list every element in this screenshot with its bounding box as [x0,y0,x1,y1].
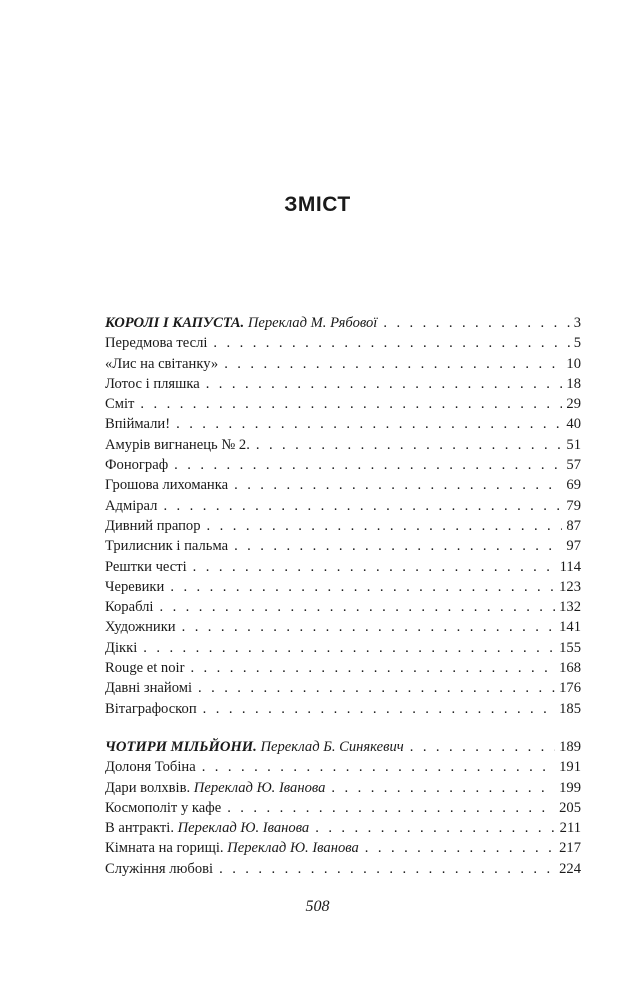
dot-leader [174,455,562,475]
toc-section [105,313,581,719]
toc-entry [105,414,581,434]
entry-label [105,496,157,516]
toc-entry [105,394,581,414]
dot-leader [163,496,562,516]
dot-leader [140,394,562,414]
entry-title: Діккі [105,639,138,656]
toc-entry [105,333,581,353]
entry-label [105,617,176,637]
entry-label [105,859,213,879]
entry-title: Rouge et noir [105,660,185,677]
entry-page-number: 176 [559,680,581,697]
dot-leader [176,414,562,434]
entry-label [105,798,221,818]
entry-label [105,354,218,374]
entry-label [105,516,201,536]
entry-page-number: 132 [559,599,581,616]
dot-leader [190,658,555,678]
entry-label [105,737,404,757]
dot-leader [213,333,569,353]
entry-label [105,577,164,597]
entry-title: «Лис на світанку» [105,355,219,372]
entry-label [105,597,153,617]
entry-title: Фонограф [105,457,169,474]
entry-page-number: 189 [559,738,581,755]
entry-page-number: 87 [566,517,581,534]
entry-label [105,475,228,495]
toc-entry [105,757,581,777]
dot-leader [365,838,555,858]
entry-title: Дари волхвів. [105,779,191,796]
entry-label [105,757,196,777]
entry-page-number: 185 [559,700,581,717]
entry-label [105,778,325,798]
entry-label [105,658,184,678]
dot-leader [206,374,563,394]
dot-leader [219,859,555,879]
entry-title: Трилисник і пальма [105,538,229,555]
dot-leader [234,475,562,495]
toc-entry [105,455,581,475]
entry-translator-note: Переклад М. Рябової [244,315,378,331]
dot-leader [202,757,555,777]
entry-translator-note: Переклад Ю. Іванова [173,820,310,837]
dot-leader [170,577,555,597]
toc-part-heading [105,313,581,333]
entry-page-number: 141 [559,619,581,636]
entry-page-number: 168 [559,660,581,677]
table-of-contents [105,313,581,879]
entry-label [105,435,250,455]
entry-title: Кімната на горищі. [105,840,224,857]
entry-label [105,313,377,333]
entry-label [105,678,192,698]
page-number: 508 [305,898,330,915]
entry-title: Черевики [105,578,165,595]
page-title: ЗМІСТ [284,193,351,216]
dot-leader [182,617,556,637]
entry-page-number: 51 [566,436,581,453]
entry-page-number: 199 [559,779,581,796]
toc-section [105,737,581,879]
entry-title: Грошова лихоманка [105,477,229,494]
entry-label [105,333,207,353]
entry-page-number: 191 [559,759,581,776]
entry-page-number: 18 [566,375,581,392]
toc-entry [105,557,581,577]
entry-title: Лотос і пляшка [105,375,200,392]
dot-leader [207,516,563,536]
entry-label [105,455,168,475]
toc-entry [105,577,581,597]
entry-title: Кораблі [105,599,154,616]
entry-label [105,557,187,577]
dot-leader [159,597,555,617]
toc-part-heading [105,737,581,757]
toc-entry [105,798,581,818]
entry-page-number: 69 [566,477,581,494]
entry-title: Амурів вигнанець № 2. [105,436,250,453]
dot-leader [256,435,563,455]
entry-label [105,638,137,658]
entry-page-number: 217 [559,840,581,857]
entry-title: Космополіт у кафе [105,799,222,816]
entry-page-number: 40 [566,416,581,433]
entry-page-number: 224 [559,860,581,877]
entry-title: Давні знайомі [105,680,193,697]
toc-entry [105,597,581,617]
toc-entry [105,638,581,658]
toc-entry [105,536,581,556]
entry-page-number: 29 [566,396,581,413]
entry-translator-note: Переклад Ю. Іванова [190,779,326,796]
entry-page-number: 5 [573,335,581,352]
toc-entry [105,617,581,637]
toc-entry [105,658,581,678]
entry-title: Вітаграфоскоп [105,700,197,717]
entry-title: Долоня Тобіна [105,759,196,776]
dot-leader [410,737,555,757]
entry-label [105,838,359,858]
dot-leader [315,818,555,838]
toc-entry [105,435,581,455]
dot-leader [234,536,562,556]
toc-entry [105,818,581,838]
entry-title: Художники [105,619,176,636]
entry-label [105,374,200,394]
entry-label [105,818,309,838]
toc-entry [105,475,581,495]
toc-entry [105,778,581,798]
entry-page-number: 79 [566,497,581,514]
toc-entry [105,516,581,536]
toc-entry [105,699,581,719]
entry-page-number: 10 [566,355,581,372]
toc-entry [105,678,581,698]
entry-page-number: 114 [559,558,581,575]
dot-leader [203,699,555,719]
dot-leader [227,798,555,818]
entry-title: В антракті. [105,820,174,837]
entry-page-number: 123 [559,578,581,595]
entry-title: Передмова теслі [105,335,208,352]
entry-title: Впіймали! [105,416,171,433]
entry-label [105,699,197,719]
entry-title: Сміт [105,396,135,413]
toc-entry [105,838,581,858]
entry-title: КОРОЛІ І КАПУСТА. [105,315,245,331]
entry-page-number: 97 [566,538,581,555]
dot-leader [143,638,555,658]
entry-label [105,414,170,434]
entry-page-number: 57 [566,457,581,474]
entry-title: Рештки честі [105,558,187,575]
entry-translator-note: Переклад Ю. Іванова [223,840,359,857]
dot-leader [331,778,555,798]
entry-title: Служіння любові [105,860,214,877]
entry-translator-note: Переклад Б. Синякевич [256,738,404,755]
toc-entry [105,354,581,374]
dot-leader [224,354,562,374]
entry-title: Дивний прапор [105,517,201,534]
entry-page-number: 155 [559,639,581,656]
dot-leader [383,313,569,333]
toc-entry [105,496,581,516]
dot-leader [198,678,555,698]
entry-label [105,536,228,556]
entry-title: ЧОТИРИ МІЛЬЙОНИ. [105,738,257,755]
toc-entry [105,859,581,879]
entry-page-number: 205 [559,799,581,816]
entry-label [105,394,134,414]
toc-entry [105,374,581,394]
entry-page-number: 211 [559,820,581,837]
entry-title: Адмірал [105,497,158,514]
entry-page-number: 3 [573,315,581,331]
dot-leader [193,557,556,577]
